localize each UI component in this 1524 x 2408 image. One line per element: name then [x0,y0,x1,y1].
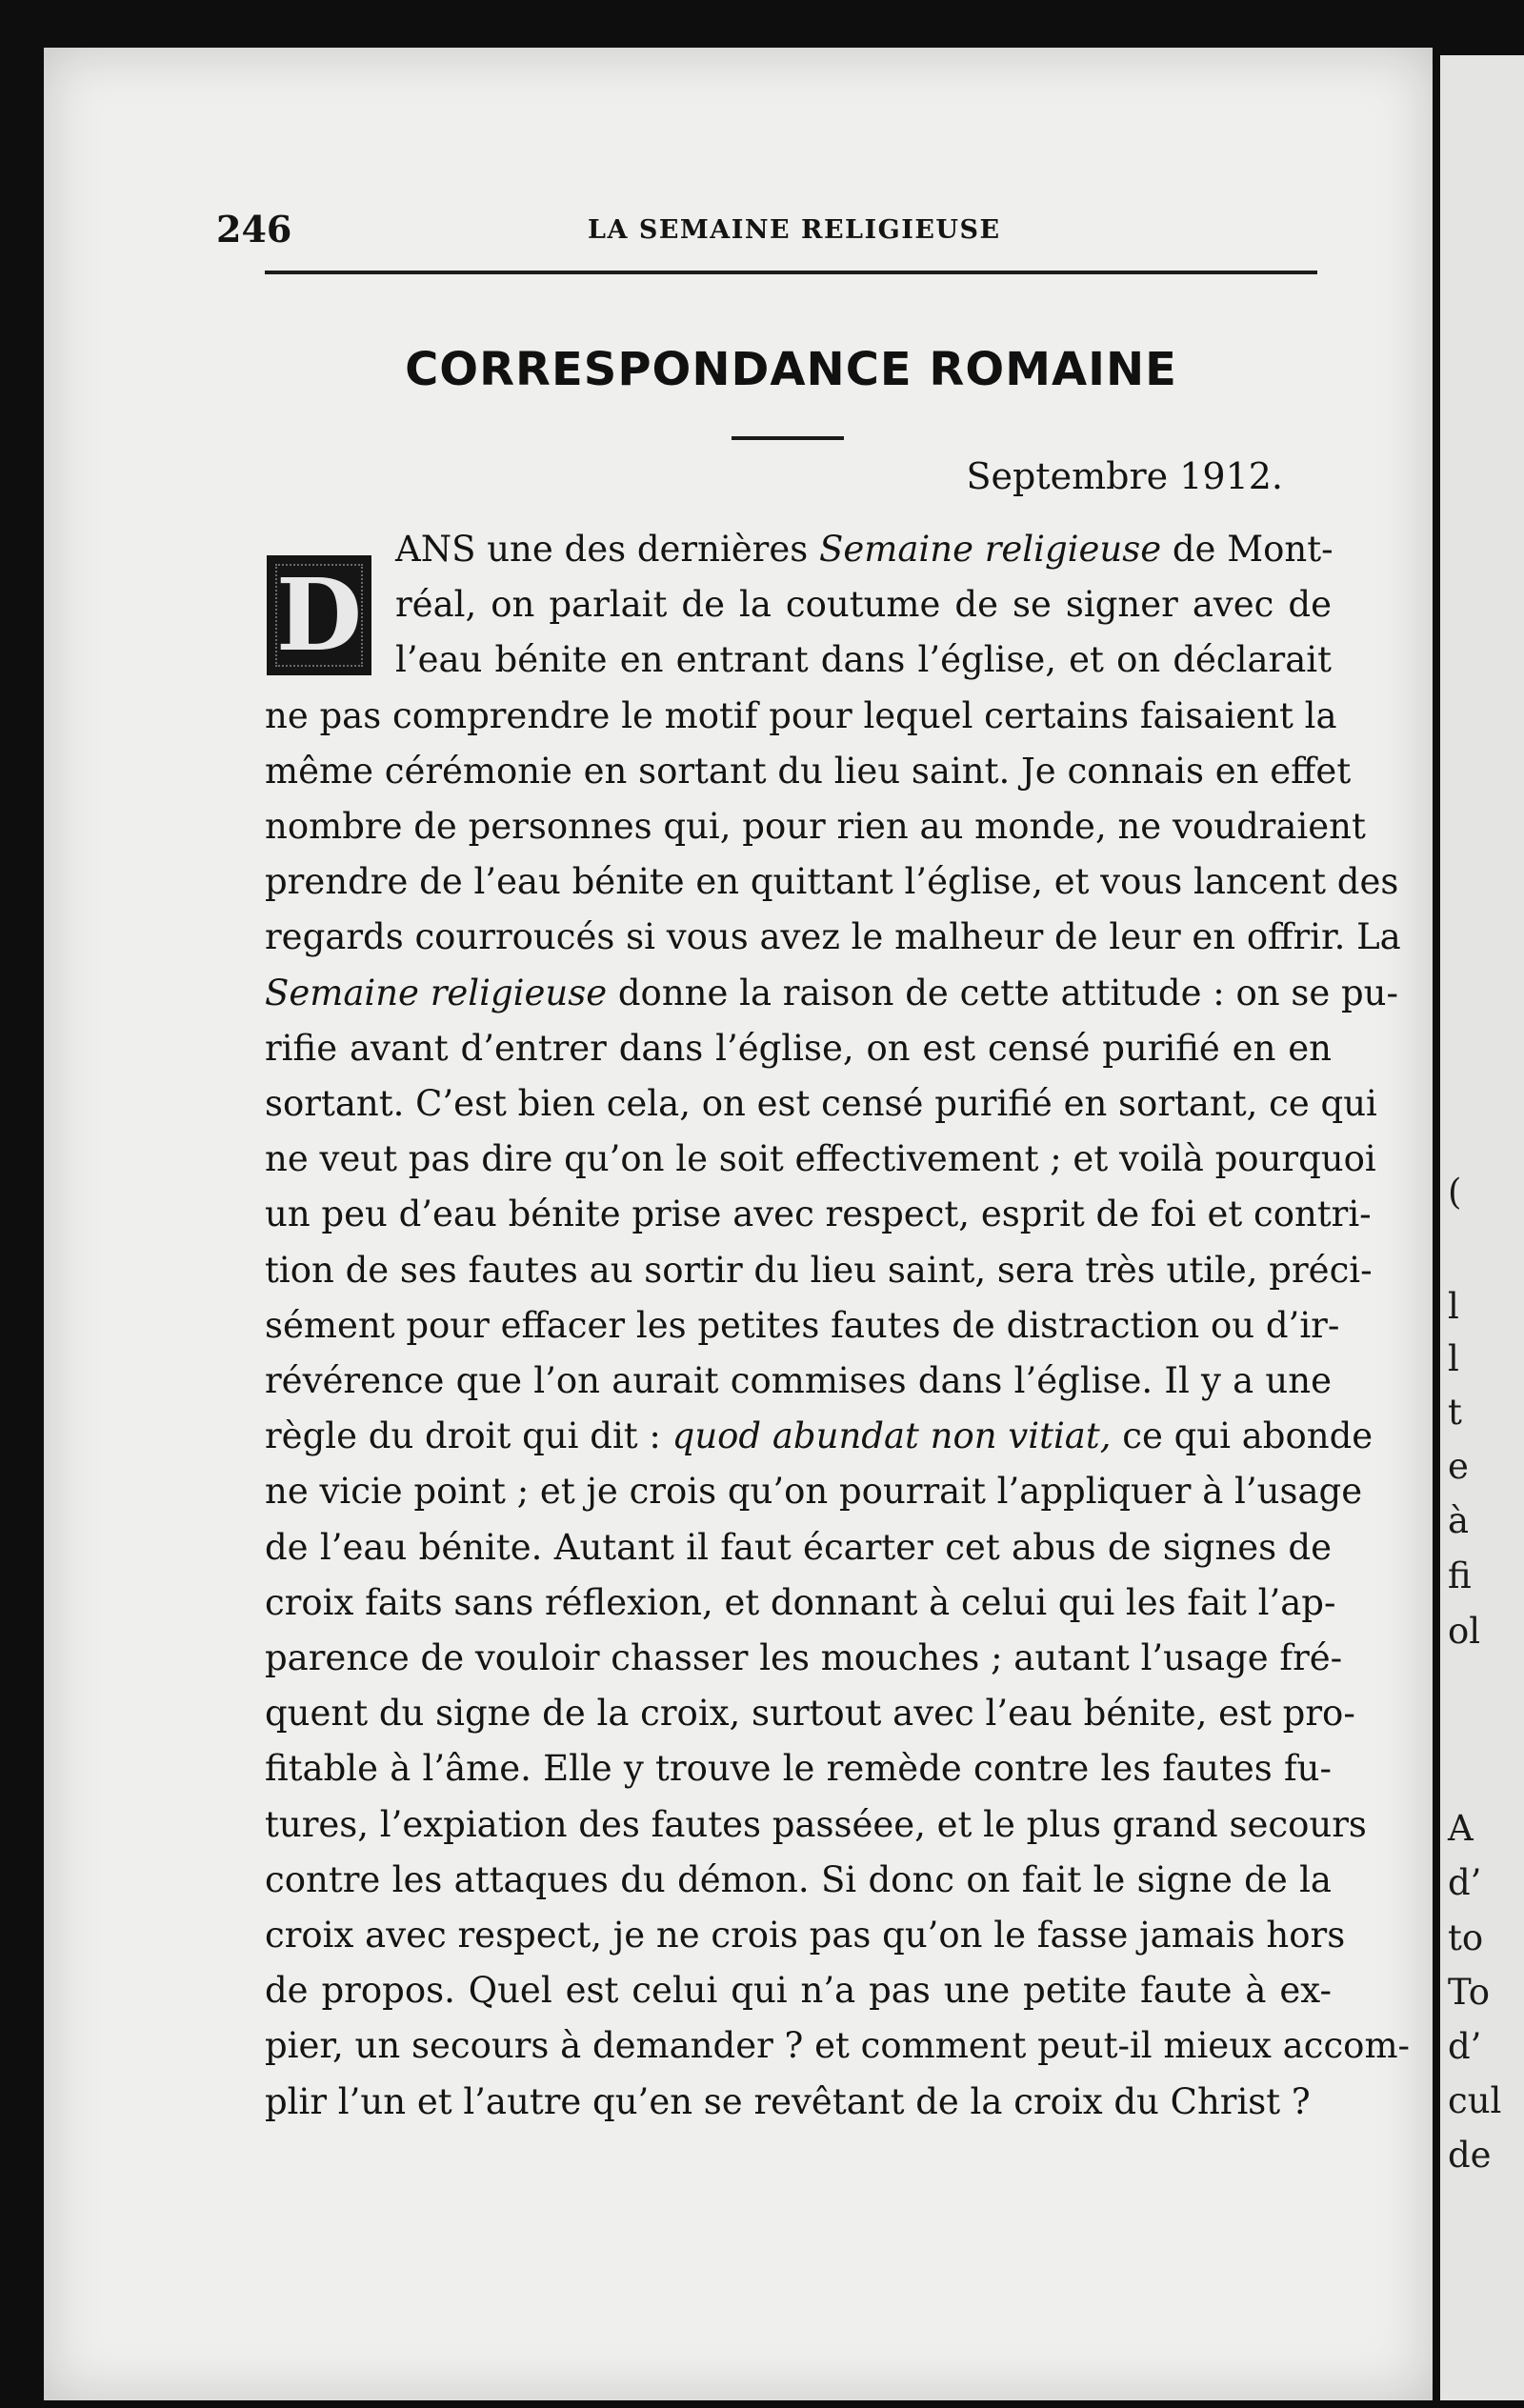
text-line [265,1298,1340,1354]
text-run: sortant. C’est bien cela, on est censé purifié en sortant, ce qui [265,1083,1377,1125]
next-page-fragment: To [1448,1972,1491,2013]
text-run: quent du signe de la croix, surtout avec l’eau bénite, est pro- [265,1693,1355,1735]
text-run: de propos. Quel est celui qui n’a pas une petite faute à ex- [265,1970,1332,2012]
next-page-fragment: d’ [1448,2026,1482,2067]
next-page-fragment: à [1448,1500,1470,1541]
text-run: un peu d’eau bénite prise avec respect, esprit de foi et contri- [265,1194,1372,1235]
text-line [265,1631,1343,1686]
text-line [265,1963,1332,2018]
next-page-fragment: l [1448,1338,1459,1379]
next-page-fragment: ( [1448,1172,1462,1213]
text-run: ne vicie point ; et je crois qu’on pourrait l’appliquer à l’usage [265,1471,1363,1513]
text-line [265,1520,1332,1575]
text-line [265,1908,1346,1963]
text-run: regards courroucés si vous avez le malheur de leur en offrir. La [265,916,1401,958]
text-run: même cérémonie en sortant du lieu saint. Je connais en effet [265,750,1352,792]
section-title: CORRESPONDANCE ROMAINE [405,343,1177,396]
next-page-fragment: d’ [1448,1862,1482,1903]
text-run: ce qui abonde [1111,1415,1374,1457]
text-run: tures, l’expiation des fautes passéee, et le plus grand secours [265,1803,1367,1845]
italic-phrase: Semaine religieuse [819,529,1162,570]
text-run: fitable à l’âme. Elle y trouve le remède contre les fautes fu- [265,1748,1332,1790]
italic-phrase: Semaine religieuse [265,972,608,1013]
text-line [265,966,1399,1021]
text-run: parence de vouloir chasser les mouches ; autant l’usage fré- [265,1637,1343,1679]
text-run: donne la raison de cette attitude : on se pu- [607,972,1399,1013]
adjacent-page-edge [1440,55,1524,2400]
text-line [265,854,1399,910]
text-run: révérence que l’on aurait commises dans l’église. Il y a une [265,1360,1332,1402]
text-line [265,1409,1374,1464]
next-page-fragment: A [1448,1808,1474,1849]
text-run: réal, on parlait de la coutume de se signer avec de [395,584,1332,626]
text-run: nombre de personnes qui, pour rien au monde, ne voudraient [265,806,1366,848]
text-run: rifie avant d’entrer dans l’église, on est censé purifié en en [265,1027,1332,1069]
text-run: de l’eau bénite. Autant il faut écarter cet abus de signes de [265,1526,1332,1568]
text-line [265,1187,1372,1242]
text-line [265,910,1401,965]
text-line [265,1076,1377,1132]
text-line [265,577,1332,632]
text-line [265,1021,1332,1076]
text-run: croix avec respect, je ne crois pas qu’on le fasse jamais hors [265,1915,1346,1956]
text-run: sément pour effacer les petites fautes de distraction ou d’ir- [265,1304,1340,1346]
next-page-fragment: fi [1448,1555,1472,1596]
next-page-fragment: de [1448,2135,1492,2176]
text-run: ANS une des dernières [395,529,820,570]
article-body [265,522,1411,2130]
italic-phrase: quod abundat non vitiat, [672,1415,1112,1457]
text-line [265,1464,1363,1519]
text-line [265,1575,1336,1631]
text-line [265,1132,1376,1187]
next-page-fragment: cul [1448,2080,1502,2121]
text-run: de Mont- [1161,529,1334,570]
text-line [265,744,1352,799]
text-line [265,2075,1332,2130]
text-run: tion de ses fautes au sortir du lieu saint, sera très utile, préci- [265,1249,1373,1291]
text-line [265,689,1337,744]
page-number: 246 [216,208,292,251]
text-run: pier, un secours à demander ? et comment peut-il mieux accom- [265,2025,1411,2067]
text-run: contre les attaques du démon. Si donc on fait le signe de la [265,1858,1332,1900]
text-line [265,1741,1332,1796]
text-line [265,1354,1332,1409]
text-line [265,1797,1367,1853]
text-run: ne pas comprendre le motif pour lequel certains faisaient la [265,694,1337,736]
text-run: règle du droit qui dit : [265,1415,672,1457]
title-rule [732,436,844,440]
text-line [265,522,1332,577]
next-page-fragment: l [1448,1286,1459,1327]
text-line [265,1853,1332,1908]
text-line [265,799,1366,854]
next-page-fragment: e [1448,1446,1469,1487]
running-title: LA SEMAINE RELIGIEUSE [588,215,1001,245]
dateline: Septembre 1912. [966,455,1283,497]
text-line [265,1243,1373,1298]
text-line [265,2018,1411,2074]
text-line [265,632,1332,688]
text-run: croix faits sans réflexion, et donnant à celui qui les fait l’ap- [265,1581,1336,1623]
drop-cap-letter: D [275,556,363,673]
text-run: plir l’un et l’autre qu’en se revêtant de la croix du Christ ? [265,2080,1311,2122]
next-page-fragment: t [1448,1392,1462,1433]
header-rule [265,271,1317,274]
text-line [265,1686,1355,1741]
running-header [216,208,1321,255]
next-page-fragment: to [1448,1917,1484,1958]
next-page-fragment: ol [1448,1611,1481,1652]
text-run: ne veut pas dire qu’on le soit effectivement ; et voilà pourquoi [265,1138,1376,1180]
text-run: l’eau bénite en entrant dans l’église, et on déclarait [395,639,1332,681]
text-run: prendre de l’eau bénite en quittant l’église, et vous lancent des [265,861,1399,903]
